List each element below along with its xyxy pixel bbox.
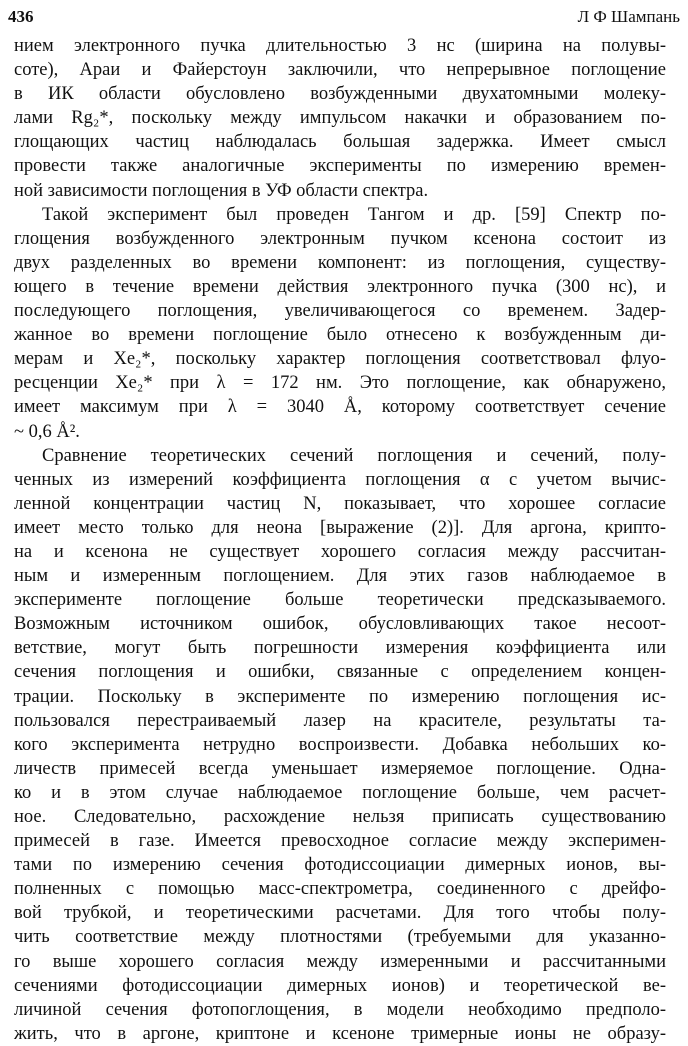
page-number: 436 xyxy=(8,7,34,26)
text-line: глощающих частиц наблюдалась большая задержка. Имеет смысл xyxy=(14,132,666,153)
text-line: вой трубкой, и теоретическими расчетами. Для того чтобы полу- xyxy=(14,903,666,924)
text-line: имеет максимум при λ = 3040 Å, которому соответствует сечение xyxy=(14,397,666,418)
text-line: ресценции Xe₂* при λ = 172 нм. Это поглощение, как обнаружено, xyxy=(14,373,666,394)
text-line: сечения поглощения и ошибки, связанные с определением концен- xyxy=(14,662,666,683)
text-line: ной зависимости поглощения в УФ области спектра. xyxy=(14,180,429,201)
text-line: ~ 0,6 Å². xyxy=(14,421,80,442)
paragraph-3 xyxy=(14,444,666,1046)
text-line: провести также аналогичные эксперименты по измерению времен- xyxy=(14,156,666,177)
paragraph-1 xyxy=(14,34,666,203)
text-line: трации. Поскольку в эксперименте по измерению поглощения ис- xyxy=(14,686,666,707)
text-line: кого эксперимента нетрудно воспроизвести. Добавка небольших ко- xyxy=(14,734,666,755)
text-line: ветствие, могут быть погрешности измерения коэффициента или xyxy=(14,638,666,659)
paragraph-2 xyxy=(14,203,666,444)
text-line: ющего в течение времени действия электронного пучка (300 нс), и xyxy=(14,276,666,297)
text-line: лами Rg₂*, поскольку между импульсом накачки и образованием по- xyxy=(14,108,666,129)
text-line: го выше хорошего согласия между измеренными и рассчитанными xyxy=(14,951,666,972)
text-line: жить, что в аргоне, криптоне и ксеноне тримерные ионы не образу- xyxy=(14,1023,666,1044)
text-line: ко и в этом случае наблюдаемое поглощение больше, чем расчет- xyxy=(14,782,666,803)
text-line: последующего поглощения, увеличивающегося со временем. Задер- xyxy=(14,301,666,322)
text-line: глощения возбужденного электронным пучком ксенона состоит из xyxy=(14,228,666,249)
text-line: в ИК области обусловлено возбужденными двухатомными молеку- xyxy=(14,84,666,105)
text-line: на и ксенона не существует хорошего согласия между рассчитан- xyxy=(14,541,666,562)
text-line: сечениями фотодиссоциации димерных ионов) и теоретической ве- xyxy=(14,975,666,996)
text-line: пользовался перестраиваемый лазер на красителе, результаты та- xyxy=(14,710,666,731)
text-line: жанное во времени поглощение было отнесено к возбужденным ди- xyxy=(14,325,666,346)
body-text xyxy=(14,34,666,1046)
text-line: двух разделенных во времени компонент: из поглощения, существу- xyxy=(14,252,666,273)
text-line: ленной концентрации частиц N, показывает, что хорошее согласие xyxy=(14,493,666,514)
text-line: примесей в газе. Имеется превосходное согласие между эксперимен- xyxy=(14,831,666,852)
text-line: чить соответствие между плотностями (требуемыми для указанно- xyxy=(14,927,666,948)
text-line: личиной сечения фотопоглощения, в модели необходимо предполо- xyxy=(14,999,666,1020)
text-line: Такой эксперимент был проведен Тангом и др. [59] Спектр по- xyxy=(42,204,666,225)
text-line: полненных с помощью масс-спектрометра, соединенного с дрейфо- xyxy=(14,879,666,900)
text-line: мерам и Xe₂*, поскольку характер поглощения соответствовал флуо- xyxy=(14,349,666,370)
text-line: ное. Следовательно, расхождение нельзя приписать существованию xyxy=(14,807,666,827)
text-line: ным и измеренным поглощением. Для этих газов наблюдаемое в xyxy=(14,566,666,587)
text-line: тами по измерению сечения фотодиссоциации димерных ионов, вы- xyxy=(14,855,666,876)
text-line: нием электронного пучка длительностью 3 нс (ширина на полувы- xyxy=(14,36,666,56)
text-line: соте), Араи и Файерстоун заключили, что непрерывное поглощение xyxy=(14,60,666,81)
running-head: Л Ф Шампань xyxy=(577,7,680,26)
page-header xyxy=(8,6,680,32)
text-line: Сравнение теоретических сечений поглощения и сечений, полу- xyxy=(42,445,666,466)
text-line: ченных из измерений коэффициента поглощения α с учетом вычис- xyxy=(14,469,666,490)
text-line: эксперименте поглощение больше теоретически предсказываемого. xyxy=(14,590,666,611)
text-line: имеет место только для неона [выражение (2)]. Для аргона, крипто- xyxy=(14,517,666,538)
text-line: Возможным источником ошибок, обусловливающих такое несоот- xyxy=(14,614,666,635)
text-line: личеств примесей всегда уменьшает измеряемое поглощение. Одна- xyxy=(14,758,666,779)
